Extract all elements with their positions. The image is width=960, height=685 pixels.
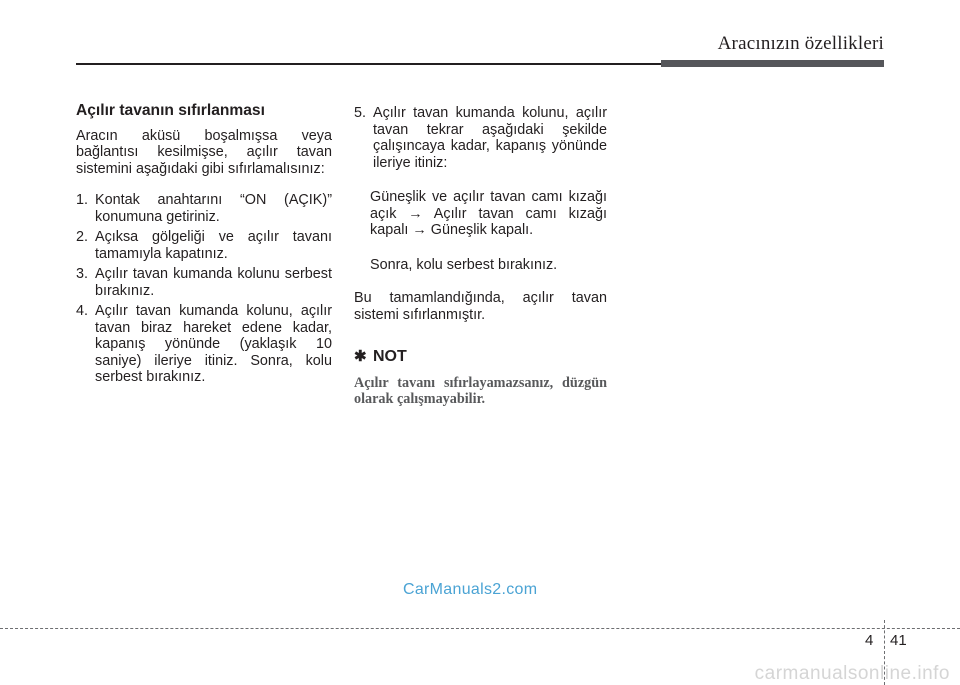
release-paragraph: Sonra, kolu serbest bırakınız. <box>370 256 558 273</box>
step-text: Açılır tavan kumanda kolunu, açılır tavan biraz hareket edene kadar, kapanış yönünde (yaklaşık 10 saniye) ileriye itiniz. Sonra, kolu serbest bırakınız. <box>95 303 332 385</box>
chapter-number: 4 <box>865 632 874 649</box>
intro-paragraph: Aracın aküsü boşalmışsa veya bağlantısı kesilmişse, açılır tavan sistemini aşağıdaki gibi sıfırlamalısınız: <box>76 127 332 177</box>
step-text: Kontak anahtarını “ON (AÇIK)” konumuna getiriniz. <box>95 192 332 225</box>
step-number: 1. <box>76 192 89 208</box>
arrow-right-icon: → <box>408 205 423 222</box>
list-item <box>354 105 607 171</box>
note-heading <box>354 349 607 366</box>
watermark-link[interactable]: CarManuals2.com <box>403 581 538 598</box>
step-text: Açılır tavan kumanda kolunu, açılır tavan tekrar aşağıdaki şekilde çalışıncaya kadar, kapanış yönünde ileriye itiniz: <box>373 105 607 171</box>
sequence-state-2: Açılır tavan camı kızağı kapalı <box>370 205 607 238</box>
step-text: Açıksa gölgeliği ve açılır tavanı tamamıyla kapatınız. <box>95 229 332 262</box>
step-number: 3. <box>76 266 89 282</box>
list-item <box>76 303 332 386</box>
note-text: Açılır tavanı sıfırlayamazsanız, düzgün olarak çalışmayabilir. <box>354 374 607 407</box>
footer-dashed-line <box>0 628 960 629</box>
step-number: 2. <box>76 229 89 245</box>
page-header-title: Aracınızın özellikleri <box>717 33 884 54</box>
list-item <box>76 229 332 262</box>
footer-site-watermark: carmanualsonline.info <box>754 663 950 684</box>
page-number: 41 <box>890 632 907 649</box>
step-number: 4. <box>76 303 89 319</box>
list-item <box>76 192 332 225</box>
header-rule-thick <box>661 60 884 67</box>
sequence-state-3: Güneşlik kapalı. <box>430 222 534 238</box>
steps-list <box>76 192 332 386</box>
step-text: Açılır tavan kumanda kolunu serbest bırakınız. <box>95 266 332 299</box>
right-column <box>354 105 607 407</box>
step-number: 5. <box>354 105 367 121</box>
left-column <box>76 103 332 390</box>
sequence-paragraph <box>370 189 607 239</box>
section-heading: Açılır tavanın sıfırlanması <box>76 102 265 119</box>
asterisk-icon: ✱ <box>354 348 367 365</box>
note-title: NOT <box>373 348 407 365</box>
steps-list-continued <box>354 105 607 171</box>
sequence-state-1: Güneşlik ve açılır tavan camı kızağı açık <box>370 189 607 222</box>
list-item <box>76 266 332 299</box>
header-rule-thin <box>76 63 661 65</box>
arrow-right-icon: → <box>412 222 427 238</box>
result-paragraph: Bu tamamlandığında, açılır tavan sistemi sıfırlanmıştır. <box>354 290 607 323</box>
